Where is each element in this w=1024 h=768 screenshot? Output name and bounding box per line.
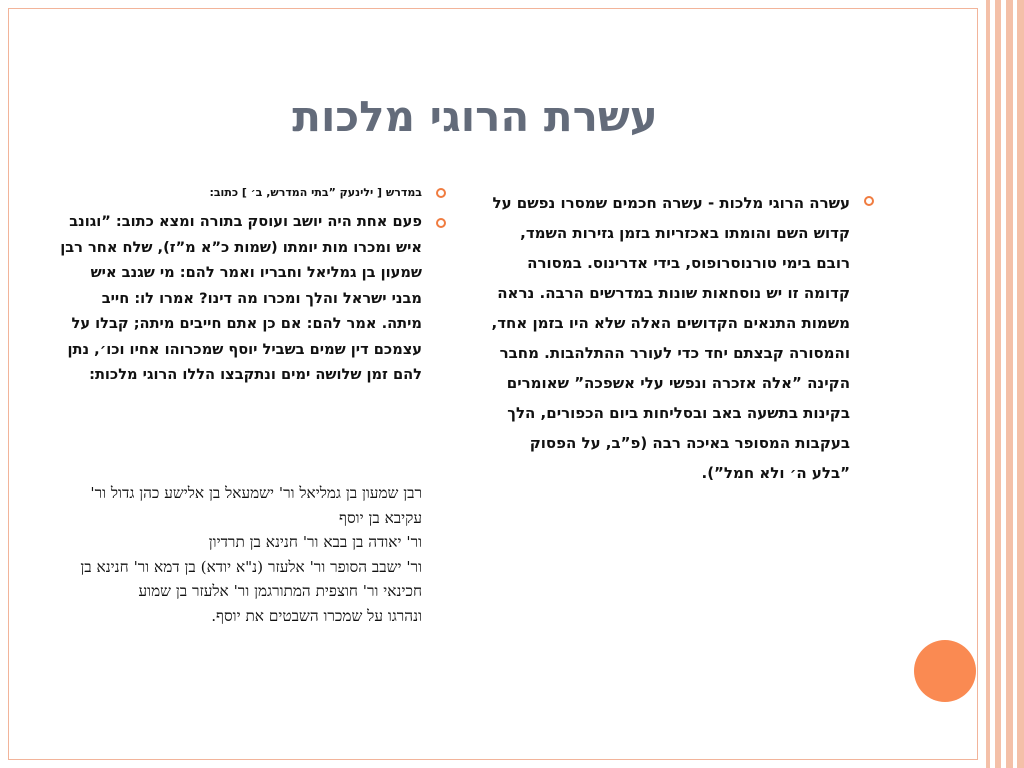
source-line: במדרש [ ילינעק ”בתי המדרש, ב׳ ] כתוב: xyxy=(209,186,422,199)
stripe xyxy=(986,0,990,768)
decorative-circle xyxy=(914,640,976,702)
bullet-icon xyxy=(436,218,446,228)
stripe xyxy=(995,0,1001,768)
stripe xyxy=(1006,0,1013,768)
slide-title: עשרת הרוגי מלכות xyxy=(292,92,658,141)
martyrs-list: רבן שמעון בן גמליאל ור' ישמעאל בן אלישע כהן גדול ור' עקיבא בן יוסף ור' יאודה בן בבא ור' חנינא בן תרדיון ור' ישבב הסופר ור' אלעזר (נ"א יודא) בן דמא ור' חנינא בן חכינאי ור' חוצפית המתורגמן ור' אלעזר בן שמוע ונהרגו על שמכרו השבטים את יוסף. xyxy=(80,484,422,625)
bullet-icon xyxy=(864,196,874,206)
bullet-icon xyxy=(436,188,446,198)
right-paragraph: עשרה הרוגי מלכות - עשרה חכמים שמסרו נפשם על קדוש השם והומתו באכזריות בזמן גזירות השמד, רובם בימי טורנוסרופוס, בידי אדרינוס. במסורה קדומה זו יש נוסחאות שונות במדרשים הרבה. נראה משמות התנאים הקדושים האלה שלא היו בזמן אחד, והמסורה קבצתם יחד כדי לעורר ההתלהבות. מחבר הקינה ”אלה אזכרה ונפשי עלי אשפכה” שאומרים בקינות בתשעה באב ובסליחות ביום הכפורים, הלך בעקבות המסופר באיכה רבה (פ”ב, על הפסוק ”בלע ה׳ ולא חמל”). xyxy=(491,194,850,482)
stripe xyxy=(1017,0,1024,768)
midrash-paragraph: פעם אחת היה יושב ועוסק בתורה ומצא כתוב: ”וגונב איש ומכרו מות יומתו (שמות כ”א מ”ז), שלח אחר רבן שמעון בן גמליאל וחבריו ואמר להם: מי שגנב איש מבני ישראל והלך ומכרו מה דינו? אמרו לו: חייב מיתה. אמר להם: אם כן אתם חייבים מיתה; קבלו על עצמכם דין שמים בשביל יוסף שמכרוהו אחיו וכו׳, נתן להם זמן שלושה ימים ונתקבצו הללו הרוגי מלכות: xyxy=(60,213,422,383)
